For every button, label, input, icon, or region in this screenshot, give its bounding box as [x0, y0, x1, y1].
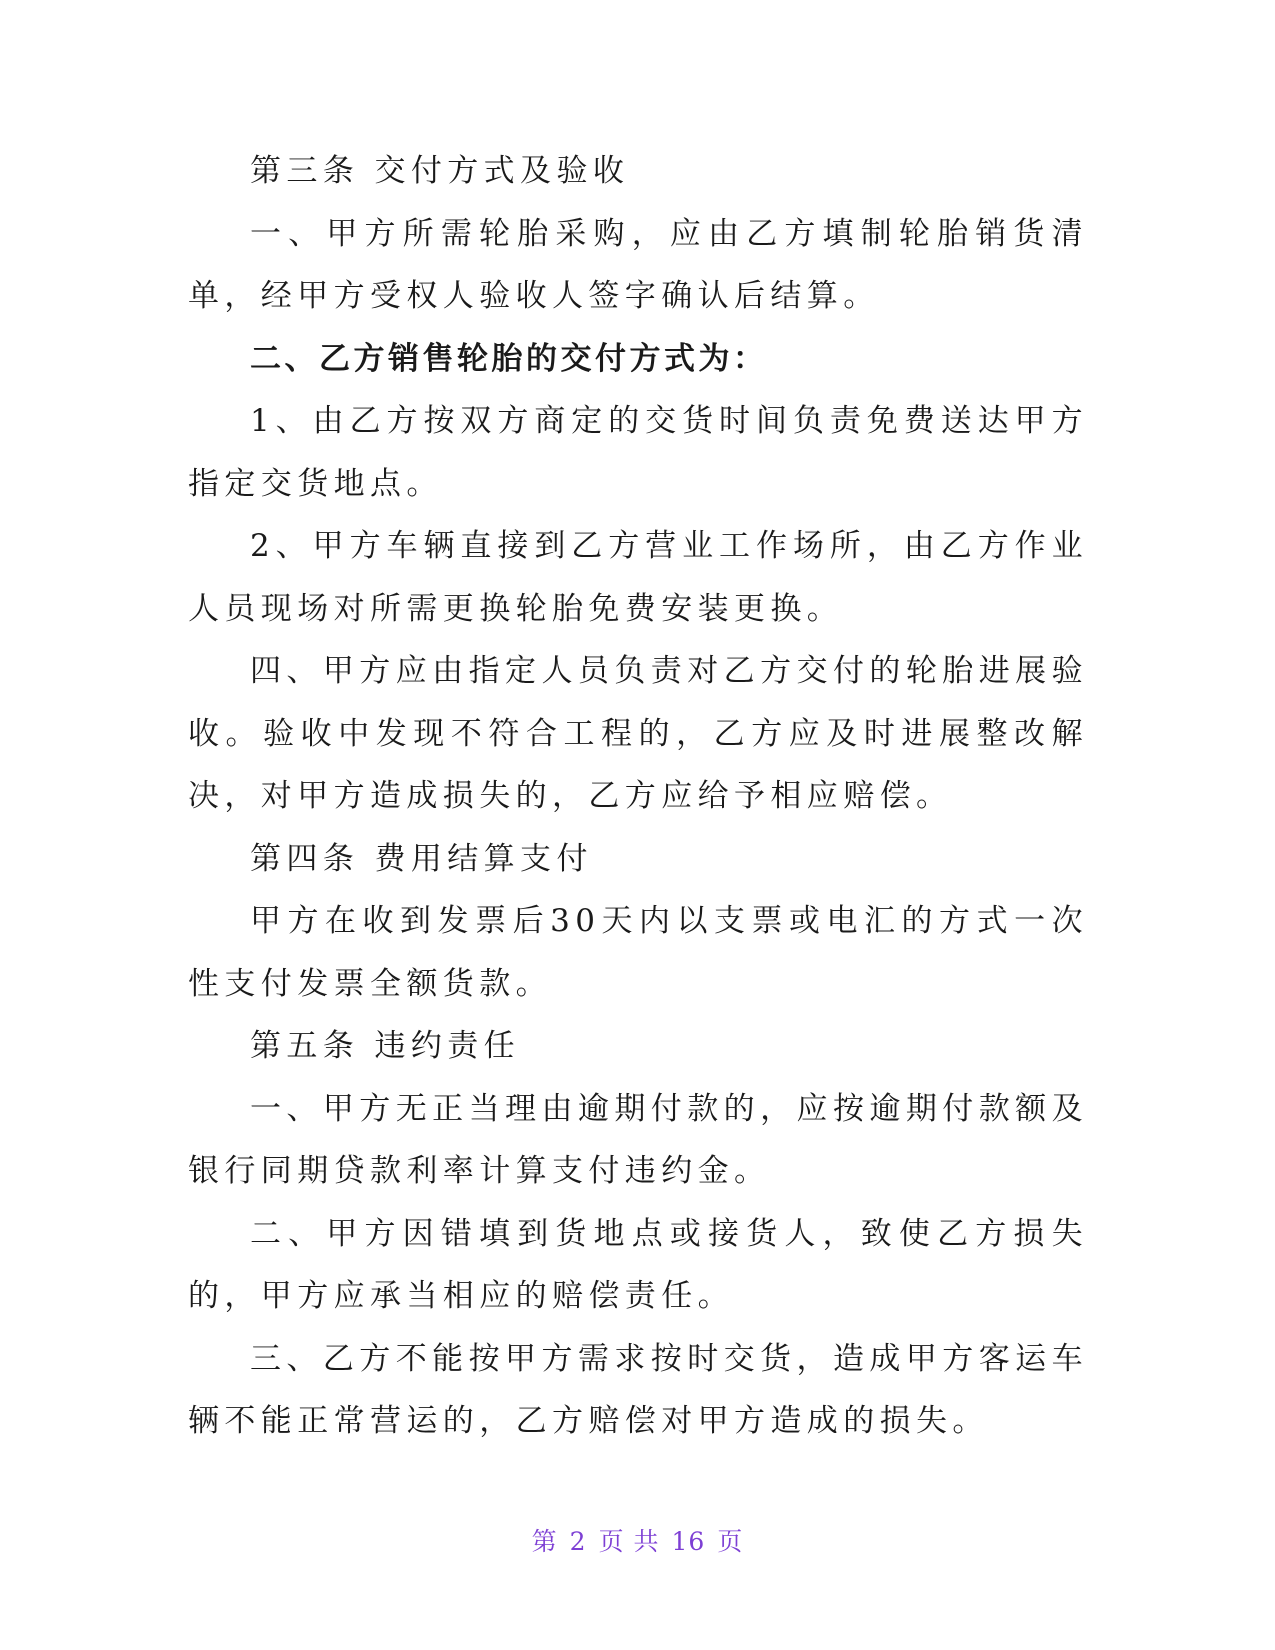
document-body: [188, 140, 1088, 1453]
paragraph-liability-1: 一、甲方无正当理由逾期付款的，应按逾期付款额及银行同期贷款利率计算支付违约金。: [188, 1090, 1088, 1189]
footer-suffix: 页: [717, 1527, 744, 1556]
paragraph-delivery-methods-heading: 二、乙方销售轮胎的交付方式为：: [250, 340, 768, 377]
paragraph-delivery-method-2: 2、甲方车辆直接到乙方营业工作场所，由乙方作业人员现场对所需更换轮胎免费安装更换。: [188, 528, 1088, 627]
paragraph-acceptance-settlement: 一、甲方所需轮胎采购，应由乙方填制轮胎销货清单，经甲方受权人验收人签字确认后结算。: [188, 215, 1088, 314]
footer-page-number: 2: [569, 1527, 587, 1556]
page-footer: [0, 1522, 1275, 1558]
footer-middle: 页 共: [598, 1527, 660, 1556]
paragraph-liability-3: 三、乙方不能按甲方需求按时交货，造成甲方客运车辆不能正常营运的，乙方赔偿对甲方造成的损失。: [188, 1340, 1088, 1439]
article-3-heading: 第三条 交付方式及验收: [250, 153, 630, 189]
article-5-heading: 第五条 违约责任: [250, 1028, 521, 1064]
footer-prefix: 第: [531, 1527, 558, 1556]
paragraph-liability-2: 二、甲方因错填到货地点或接货人，致使乙方损失的，甲方应承当相应的赔偿责任。: [188, 1215, 1088, 1314]
paragraph-payment: 甲方在收到发票后30天内以支票或电汇的方式一次性支付发票全额货款。: [188, 903, 1088, 1002]
footer-total-pages: 16: [671, 1527, 706, 1556]
paragraph-delivery-method-1: 1、由乙方按双方商定的交货时间负责免费送达甲方指定交货地点。: [188, 403, 1088, 502]
article-4-heading: 第四条 费用结算支付: [250, 840, 593, 877]
paragraph-inspection: 四、甲方应由指定人员负责对乙方交付的轮胎进展验收。验收中发现不符合工程的，乙方应及时进展整改解决，对甲方造成损失的，乙方应给予相应赔偿。: [188, 653, 1088, 814]
